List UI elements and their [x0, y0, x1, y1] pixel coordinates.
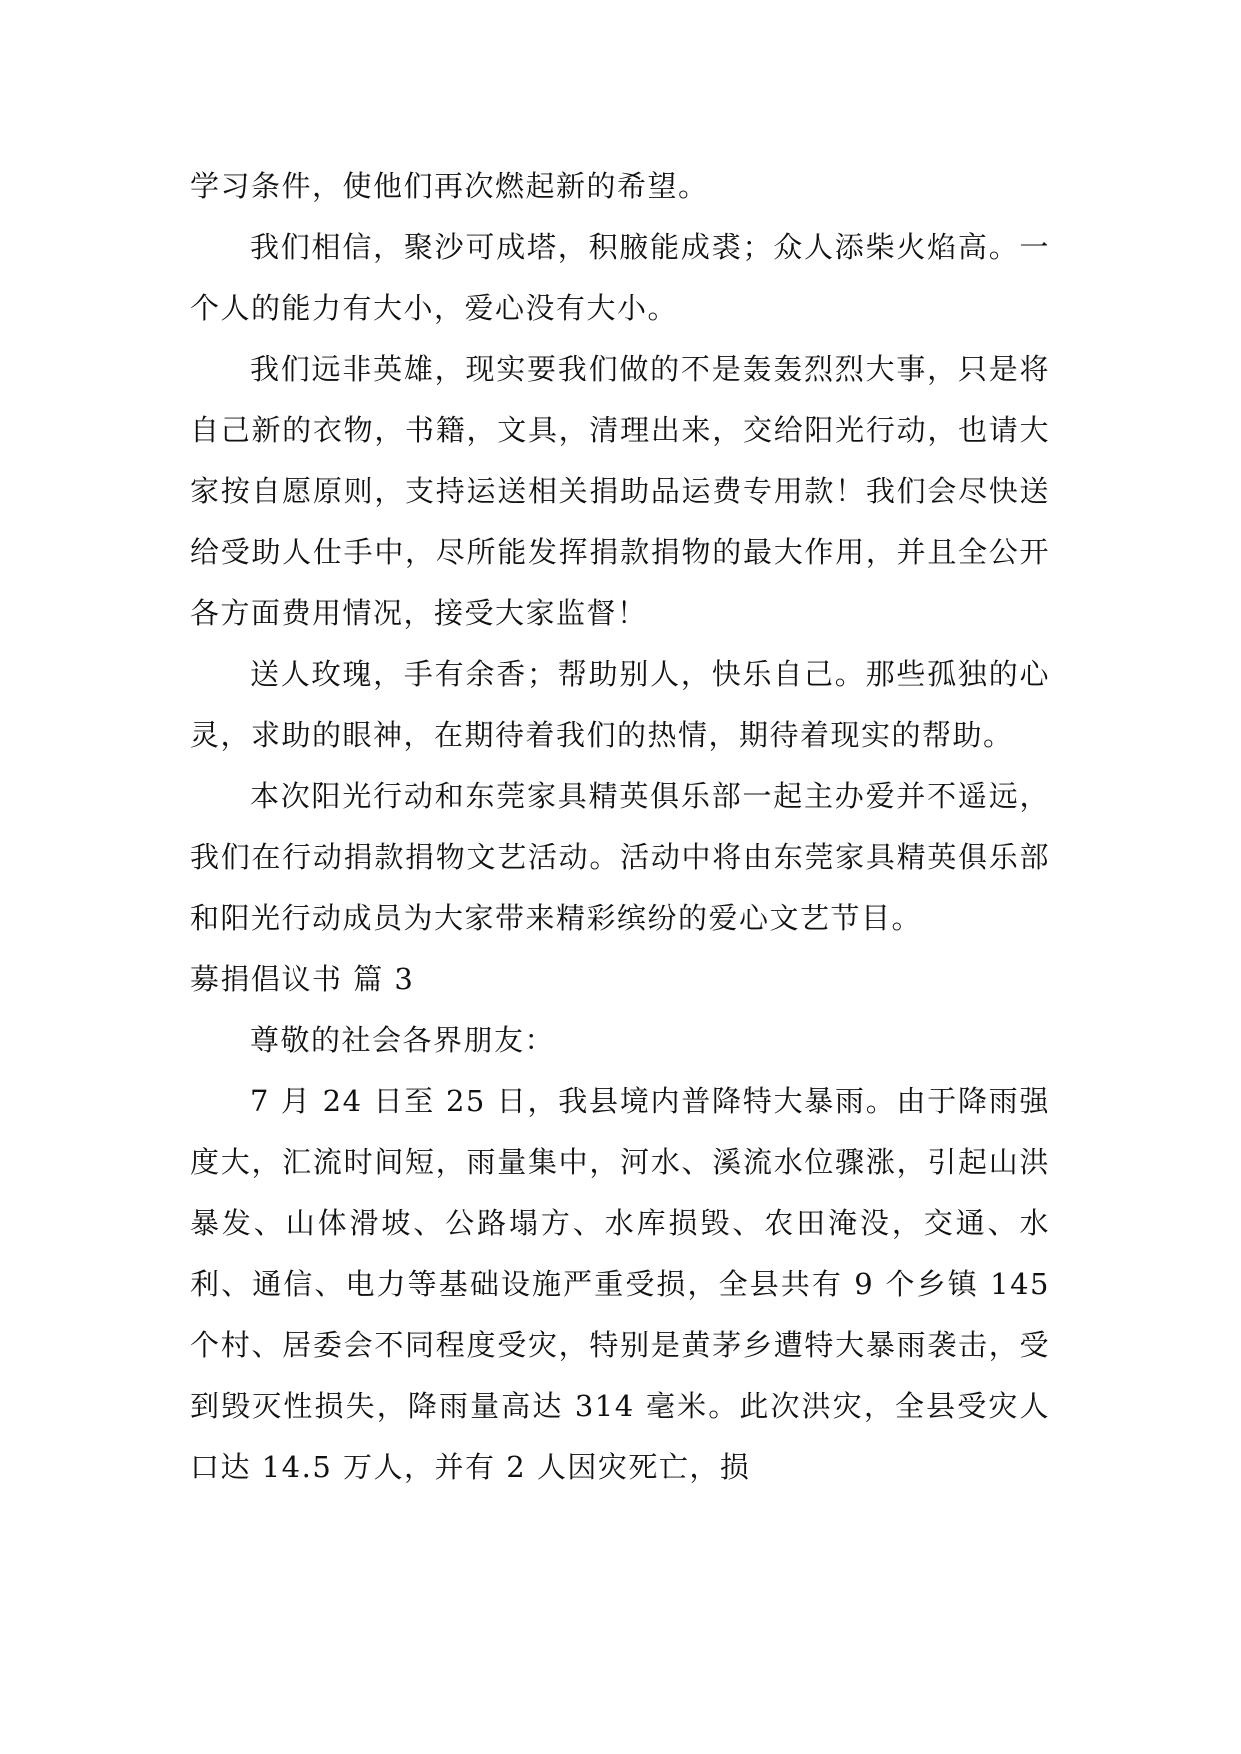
document-body [190, 156, 1050, 1498]
paragraph-continuation: 学习条件，使他们再次燃起新的希望。 [190, 169, 709, 203]
paragraph-belief: 我们相信，聚沙可成塔，积腋能成裘；众人添柴火焰高。一个人的能力有大小，爱心没有大小。 [190, 230, 1050, 325]
paragraph-event: 本次阳光行动和东莞家具精英俱乐部一起主办爱并不遥远，我们在行动捐款捐物文艺活动。活动中将由东莞家具精英俱乐部和阳光行动成员为大家带来精彩缤纷的爱心文艺节目。 [190, 779, 1050, 935]
paragraph-flood-report: 7 月 24 日至 25 日，我县境内普降特大暴雨。由于降雨强度大，汇流时间短，雨量集中，河水、溪流水位骤涨，引起山洪暴发、山体滑坡、公路塌方、水库损毁、农田淹没，交通、水利、通信、电力等基础设施严重受损，全县共有 9 个乡镇 145 个村、居委会不同程度受灾，特别是黄茅乡遭特大暴雨袭击，受到毁灭性损失，降雨量高达 314 毫米。此次洪灾，全县受灾人口达 14.5 万人，并有 2 人因灾死亡，损 [190, 1084, 1050, 1484]
section-heading: 募捐倡议书 篇 3 [190, 962, 415, 996]
paragraph-not-heroes: 我们远非英雄，现实要我们做的不是轰轰烈烈大事，只是将自己新的衣物，书籍，文具，清理出来，交给阳光行动，也请大家按自愿原则，支持运送相关捐助品运费专用款！我们会尽快送给受助人仕手中，尽所能发挥捐款捐物的最大作用，并且全公开各方面费用情况，接受大家监督！ [190, 352, 1050, 630]
paragraph-roses: 送人玫瑰，手有余香；帮助别人，快乐自己。那些孤独的心灵，求助的眼神，在期待着我们的热情，期待着现实的帮助。 [190, 657, 1050, 752]
paragraph-salutation: 尊敬的社会各界朋友： [250, 1023, 556, 1057]
